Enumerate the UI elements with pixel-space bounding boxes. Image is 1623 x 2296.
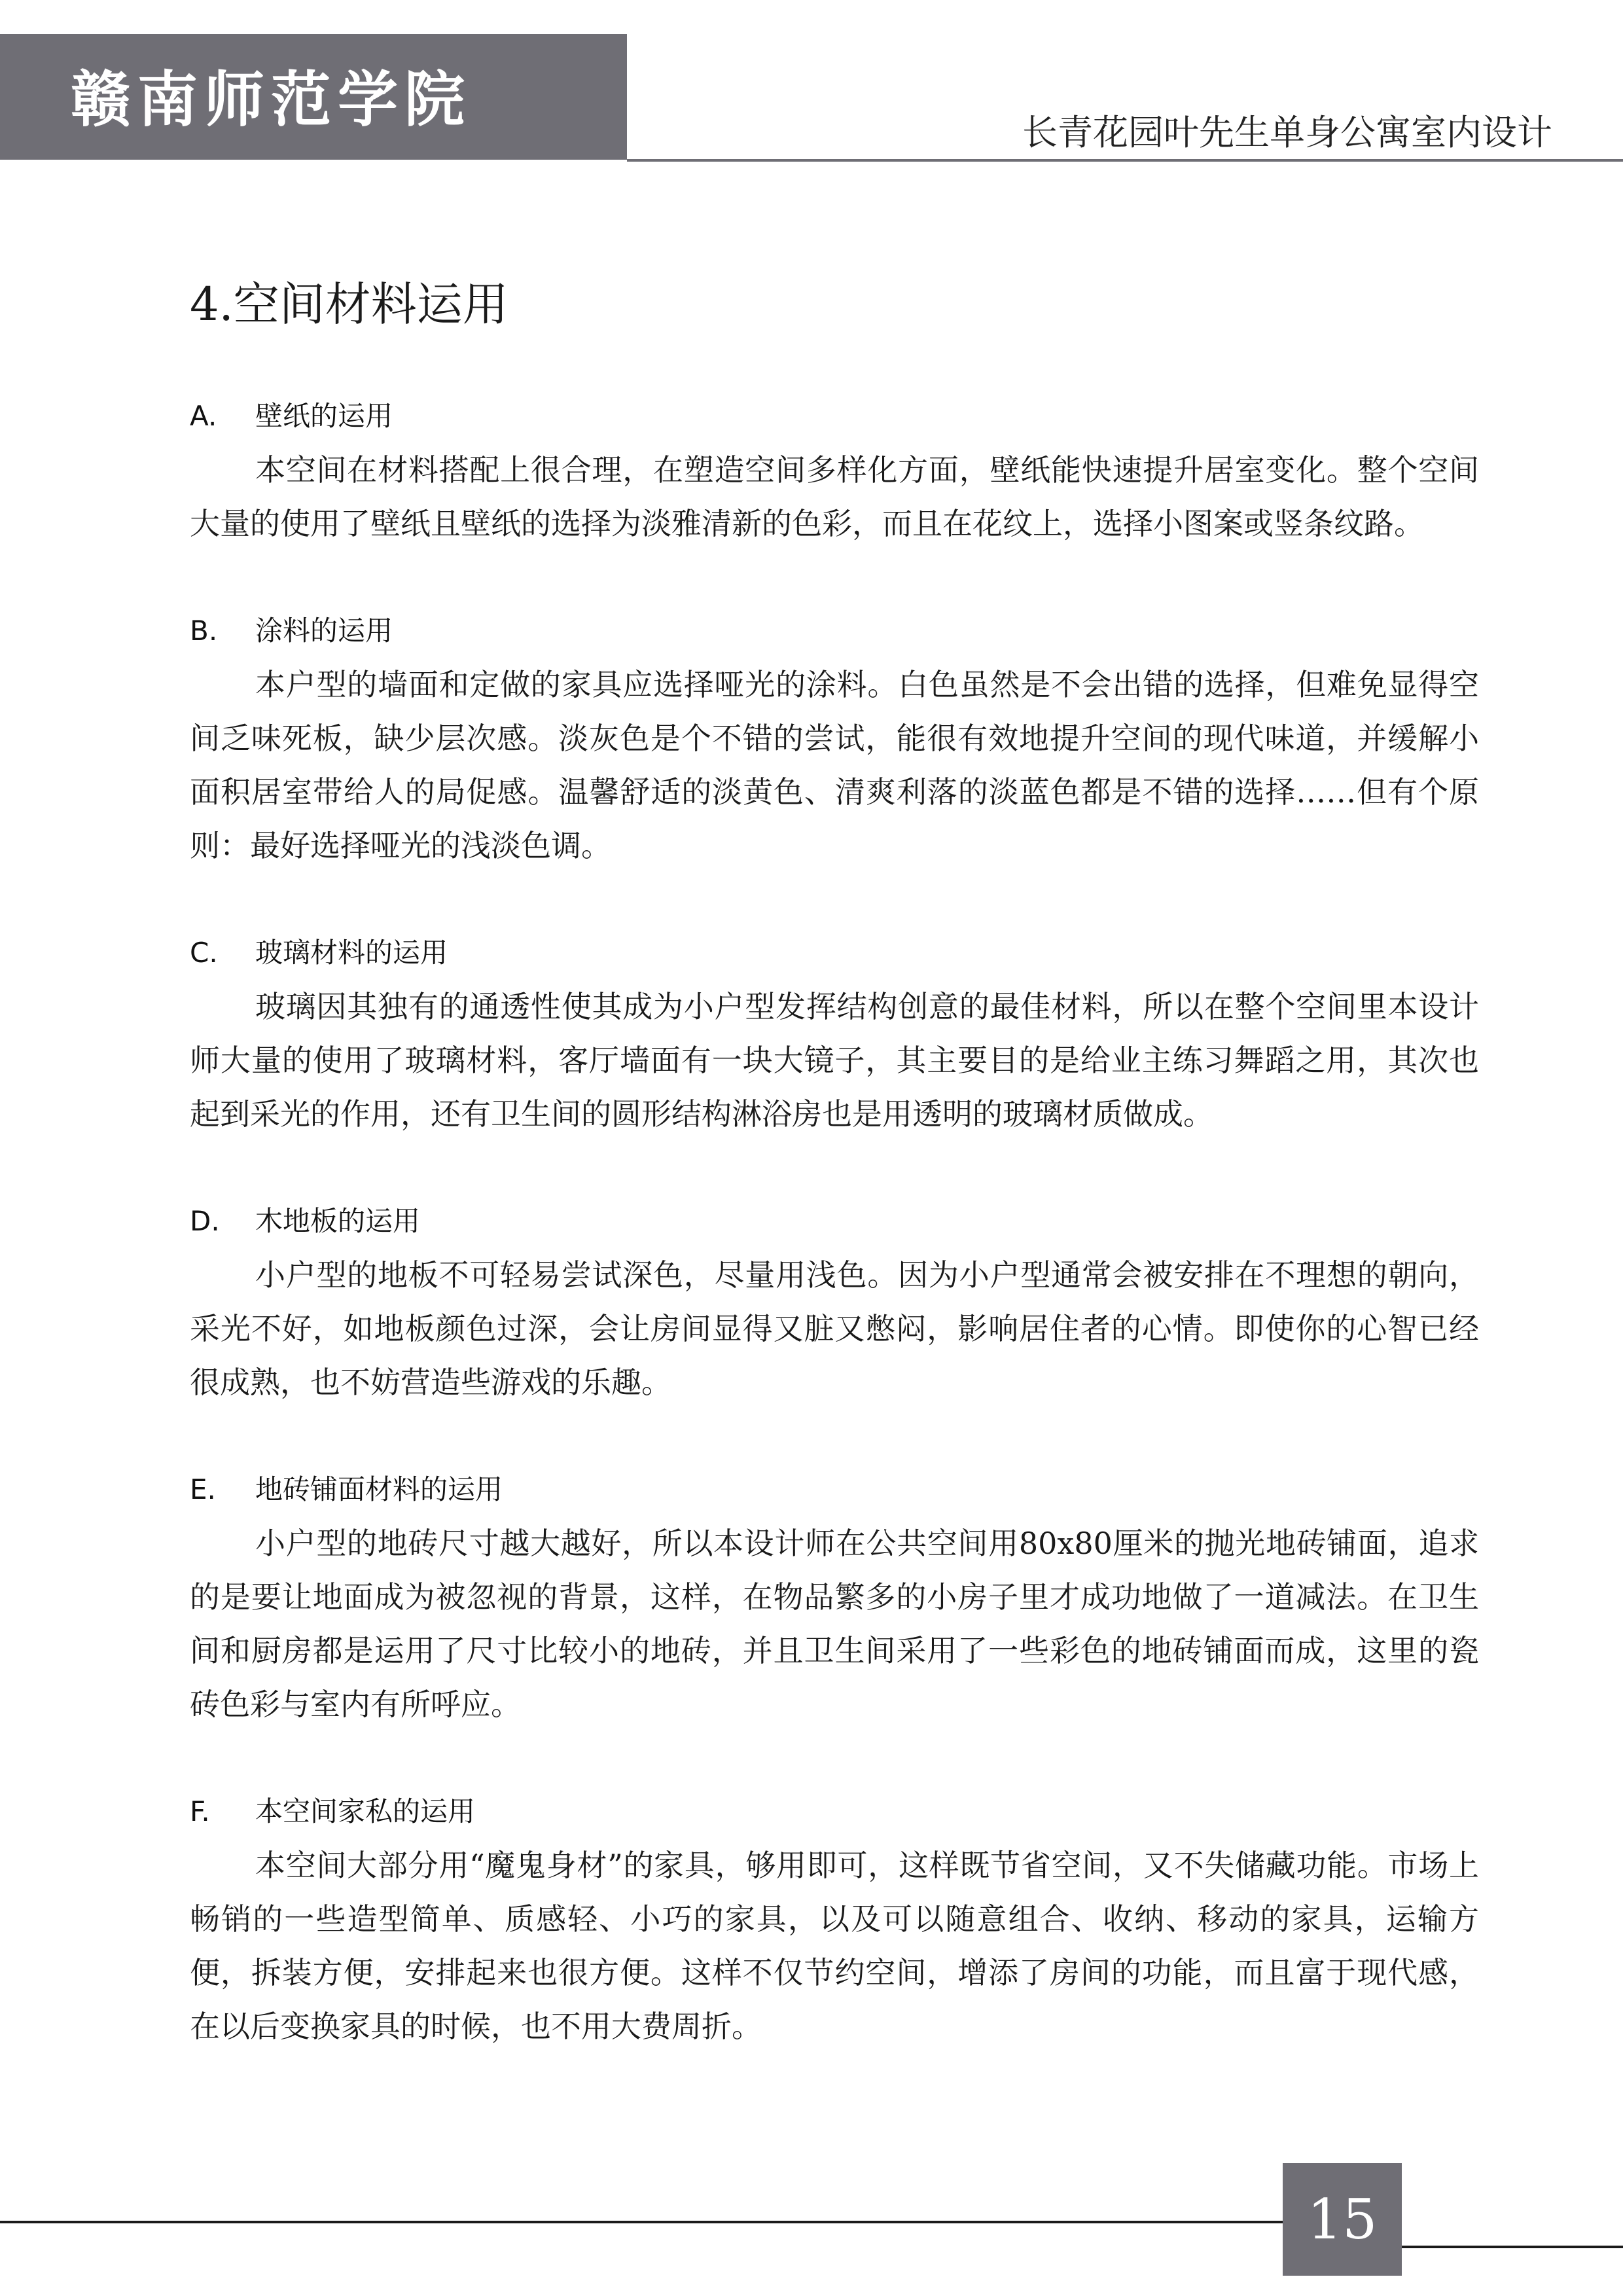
subsection-heading-text: 地砖铺面材料的运用 xyxy=(255,1473,503,1505)
page-number: 15 xyxy=(1307,2187,1378,2251)
subsection-body: 小户型的地板不可轻易尝试深色，尽量用浅色。因为小户型通常会被安排在不理想的朝向，采光不好，如地板颜色过深，会让房间显得又脏又憋闷，影响居住者的心情。即使你的心智已经很成熟，也不妨营造些游戏的乐趣。 xyxy=(190,1257,1479,1400)
subsection-heading xyxy=(190,926,1479,980)
subsection-letter: C. xyxy=(190,937,218,969)
subsection-heading-text: 玻璃材料的运用 xyxy=(255,937,448,969)
subsection-glass xyxy=(190,926,1479,1141)
section-title: 4.空间材料运用 xyxy=(190,278,508,331)
spacer xyxy=(190,1141,1479,1194)
spacer xyxy=(190,1731,1479,1785)
subsection-heading xyxy=(190,604,1479,658)
subsection-heading-text: 本空间家私的运用 xyxy=(255,1795,476,1827)
subsection-wallpaper xyxy=(190,389,1479,550)
spacer xyxy=(190,1409,1479,1463)
document-title: 长青花园叶先生单身公寓室内设计 xyxy=(1022,112,1552,153)
subsection-heading-text: 木地板的运用 xyxy=(255,1205,421,1237)
subsection-letter: E. xyxy=(190,1473,216,1505)
subsection-body: 本空间大部分用“魔鬼身材”的家具，够用即可，这样既节省空间，又不失储藏功能。市场上畅销的一些造型简单、质感轻、小巧的家具，以及可以随意组合、收纳、移动的家具，运输方便，拆装方便，安排起来也很方便。这样不仅节约空间，增添了房间的功能，而且富于现代感，在以后变换家具的时候，也不用大费周折。 xyxy=(190,1848,1479,2044)
section-content xyxy=(190,389,1479,2053)
subsection-letter: D. xyxy=(190,1205,220,1237)
subsection-body: 本空间在材料搭配上很合理，在塑造空间多样化方面，壁纸能快速提升居室变化。整个空间大量的使用了壁纸且壁纸的选择为淡雅清新的色彩，而且在花纹上，选择小图案或竖条纹路。 xyxy=(190,452,1479,541)
spacer xyxy=(190,550,1479,604)
subsection-paint xyxy=(190,604,1479,872)
subsection-heading-text: 涂料的运用 xyxy=(255,615,393,647)
subsection-heading xyxy=(190,1194,1479,1248)
subsection-letter: A. xyxy=(190,400,217,432)
subsection-letter: F. xyxy=(190,1795,210,1827)
subsection-body: 小户型的地砖尺寸越大越好，所以本设计师在公共空间用80x80厘米的抛光地砖铺面，追求的是要让地面成为被忽视的背景，这样，在物品繁多的小房子里才成功地做了一道减法。在卫生间和厨房都是运用了尺寸比较小的地砖，并且卫生间采用了一些彩色的地砖铺面而成，这里的瓷砖色彩与室内有所呼应。 xyxy=(190,1526,1479,1722)
subsection-heading-text: 壁纸的运用 xyxy=(255,400,393,432)
subsection-floor-tile xyxy=(190,1463,1479,1731)
subsection-heading xyxy=(190,389,1479,443)
header-divider xyxy=(627,159,1623,162)
footer-divider-left xyxy=(0,2221,1283,2223)
subsection-furniture xyxy=(190,1785,1479,2053)
subsection-heading xyxy=(190,1463,1479,1516)
school-name-logo: 赣南师范学院 xyxy=(71,65,472,135)
footer-divider-right xyxy=(1402,2246,1623,2248)
subsection-letter: B. xyxy=(190,615,218,647)
spacer xyxy=(190,872,1479,926)
subsection-heading xyxy=(190,1785,1479,1839)
subsection-body: 玻璃因其独有的通透性使其成为小户型发挥结构创意的最佳材料，所以在整个空间里本设计师大量的使用了玻璃材料，客厅墙面有一块大镜子，其主要目的是给业主练习舞蹈之用，其次也起到采光的作用，还有卫生间的圆形结构淋浴房也是用透明的玻璃材质做成。 xyxy=(190,989,1479,1132)
subsection-wood-floor xyxy=(190,1194,1479,1409)
subsection-body: 本户型的墙面和定做的家具应选择哑光的涂料。白色虽然是不会出错的选择，但难免显得空间乏味死板，缺少层次感。淡灰色是个不错的尝试，能很有效地提升空间的现代味道，并缓解小面积居室带给人的局促感。温馨舒适的淡黄色、清爽利落的淡蓝色都是不错的选择……但有个原则：最好选择哑光的浅淡色调。 xyxy=(190,667,1479,863)
